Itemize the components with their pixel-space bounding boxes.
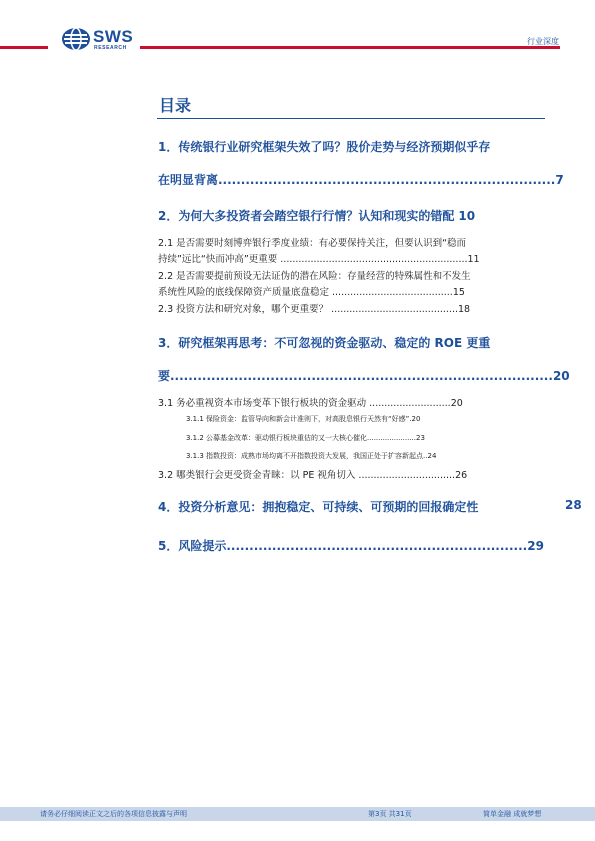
toc-entry-text: 2．为何大多投资者会踏空银行行情？认知和现实的错配 (158, 209, 455, 223)
toc-entry-4[interactable] (158, 498, 478, 515)
toc-entry-text: 3.1.2 公募基金改革：驱动银行板块重估的又一大核心催化...................... (186, 434, 416, 442)
toc-page-number: 20 (450, 398, 463, 409)
report-type-tag: 行业深度 (527, 37, 559, 46)
logo-subtext: RESEARCH (94, 45, 127, 51)
toc-title: 目录 (159, 96, 192, 115)
toc-entry-text: 5．风险提示.................................................................. (158, 539, 528, 553)
toc-entry-3-2[interactable] (158, 467, 467, 481)
logo-text: SWS (93, 27, 134, 46)
toc-entry-text: 2.3 投资方法和研究对象，哪个更重要？ .......................................... (158, 304, 458, 315)
toc-page-number: 7 (555, 173, 564, 187)
footer-disclaimer: 请务必仔细阅读正文之后的各项信息披露与声明 (40, 810, 187, 818)
toc-page-number: ..24 (423, 452, 437, 460)
toc-entry-text: 3.1.3 指数投资：成熟市场均离不开指数投资大发展，我国正处于扩容新起点 (186, 452, 424, 460)
toc-page-number: 18 (457, 304, 471, 315)
toc-entry-3-1[interactable] (158, 395, 463, 409)
toc-page-number: 29 (527, 539, 544, 553)
footer-slogan: 简单金融 成就梦想 (483, 810, 542, 818)
toc-entry-text: 3.2 哪类银行会更受资金青睐：以 PE 视角切入 ................................ (158, 470, 456, 481)
toc-title-rule (157, 118, 545, 119)
logo-mark-icon (60, 26, 92, 52)
toc-entry-3-1-1[interactable] (186, 414, 420, 424)
toc-entry-3[interactable] (158, 334, 490, 351)
toc-entry-text: 3．研究框架再思考：不可忽视的资金驱动、稳定的 ROE 更重 (158, 336, 491, 350)
toc-entry-1[interactable] (158, 138, 490, 155)
toc-entry-3-1-2[interactable] (186, 433, 425, 443)
header-rule-left (0, 46, 48, 49)
toc-entry-5[interactable] (158, 537, 544, 554)
toc-entry-text: 1．传统银行业研究框架失效了吗？股价走势与经济预期似乎存 (158, 140, 491, 154)
toc-entry-2-3[interactable] (158, 301, 470, 315)
toc-page-number: 20 (552, 369, 570, 383)
toc-page-number: 10 (458, 209, 476, 223)
toc-entry-text: 4．投资分析意见：拥抱稳定、可持续、可预期的回报确定性 (158, 500, 479, 514)
toc-page-number: 26 (455, 470, 468, 481)
toc-page-number: .20 (409, 415, 421, 423)
toc-entry-text: 在明显背离.......................................................................... (158, 173, 556, 187)
toc-entry-text: 持续”远比“快而冲高”更重要 .............................................................. (158, 254, 468, 265)
toc-entry-text: 2.2 是否需要提前预设无法证伪的潜在风险：存量经营的特殊属性和不发生 (158, 271, 471, 282)
toc-page-number: 11 (467, 254, 480, 265)
toc-page-number: 15 (452, 287, 465, 298)
toc-entry-3-cont[interactable] (158, 367, 570, 384)
toc-entry-3-1-3[interactable] (186, 451, 436, 461)
toc-entry-2-1[interactable] (158, 235, 466, 249)
logo (60, 26, 92, 52)
toc-entry-2-2-cont[interactable] (158, 284, 465, 298)
footer-page-info: 第3页 共31页 (368, 810, 412, 818)
toc-entry-1-cont[interactable] (158, 171, 564, 188)
toc-entry-2-2[interactable] (158, 268, 471, 282)
toc-entry-text: 2.1 是否需要时刻博弈银行季度业绩：有必要保持关注，但要认识到“稳而 (158, 238, 467, 249)
header-rule-right (140, 46, 560, 49)
toc-entry-text: 要.................................................................................... (158, 369, 553, 383)
toc-entry-2-1-cont[interactable] (158, 251, 480, 265)
toc-entry-text: 3.1.1 保险资金：监管导向和新会计准则下，对高股息银行天然有“好感” (186, 415, 410, 423)
toc-page-number: 23 (416, 434, 425, 442)
toc-entry-2[interactable] (158, 207, 475, 224)
toc-page-number: 28 (565, 498, 582, 512)
toc-entry-text: 系统性风险的底线保障资产质量底盘稳定 ........................................ (158, 287, 453, 298)
toc-entry-text: 3.1 务必重视资本市场变革下银行板块的资金驱动 ........................... (158, 398, 451, 409)
